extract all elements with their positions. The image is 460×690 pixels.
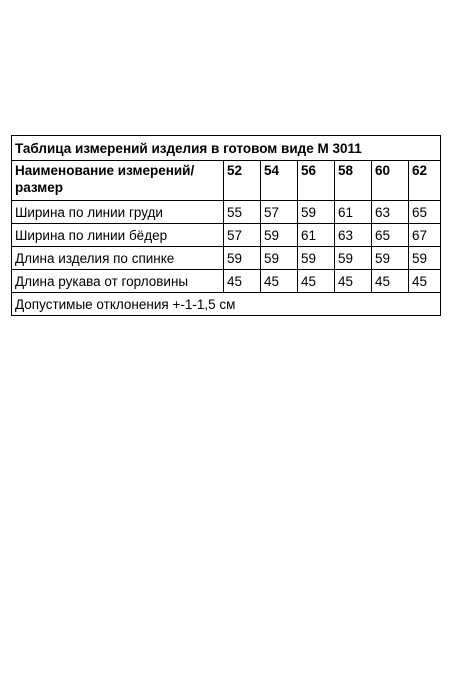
row-label: Длина рукава от горловины [12,270,224,293]
table-cell: 59 [261,247,298,270]
table-cell: 59 [335,247,372,270]
table-row [12,247,441,270]
table-cell: 45 [372,270,409,293]
size-header-52: 52 [224,161,261,201]
table-cell: 45 [335,270,372,293]
tolerance-note: Допустимые отклонения +-1-1,5 см [12,293,441,316]
title-row [12,136,441,161]
table-cell: 63 [372,201,409,224]
table-cell: 57 [224,224,261,247]
table-cell: 45 [409,270,441,293]
note-row [12,293,441,316]
size-header-58: 58 [335,161,372,201]
table-cell: 67 [409,224,441,247]
table-cell: 59 [224,247,261,270]
row-label: Ширина по линии бёдер [12,224,224,247]
table-cell: 61 [298,224,335,247]
table-cell: 57 [261,201,298,224]
table-cell: 45 [224,270,261,293]
table-cell: 65 [372,224,409,247]
table-title: Таблица измерений изделия в готовом виде М 3011 [12,136,441,161]
size-header-62: 62 [409,161,441,201]
table-cell: 45 [261,270,298,293]
table-row [12,201,441,224]
size-header-56: 56 [298,161,335,201]
table-cell: 63 [335,224,372,247]
table-cell: 45 [298,270,335,293]
table-cell: 61 [335,201,372,224]
table-row [12,270,441,293]
row-label: Длина изделия по спинке [12,247,224,270]
table-cell: 59 [372,247,409,270]
table-cell: 55 [224,201,261,224]
size-header-54: 54 [261,161,298,201]
header-row [12,161,441,201]
table-cell: 59 [409,247,441,270]
size-measurement-table [11,135,441,316]
table-cell: 65 [409,201,441,224]
header-label: Наименование измерений/размер [12,161,224,201]
size-header-60: 60 [372,161,409,201]
table-cell: 59 [261,224,298,247]
table-cell: 59 [298,247,335,270]
row-label: Ширина по линии груди [12,201,224,224]
table-row [12,224,441,247]
table-cell: 59 [298,201,335,224]
